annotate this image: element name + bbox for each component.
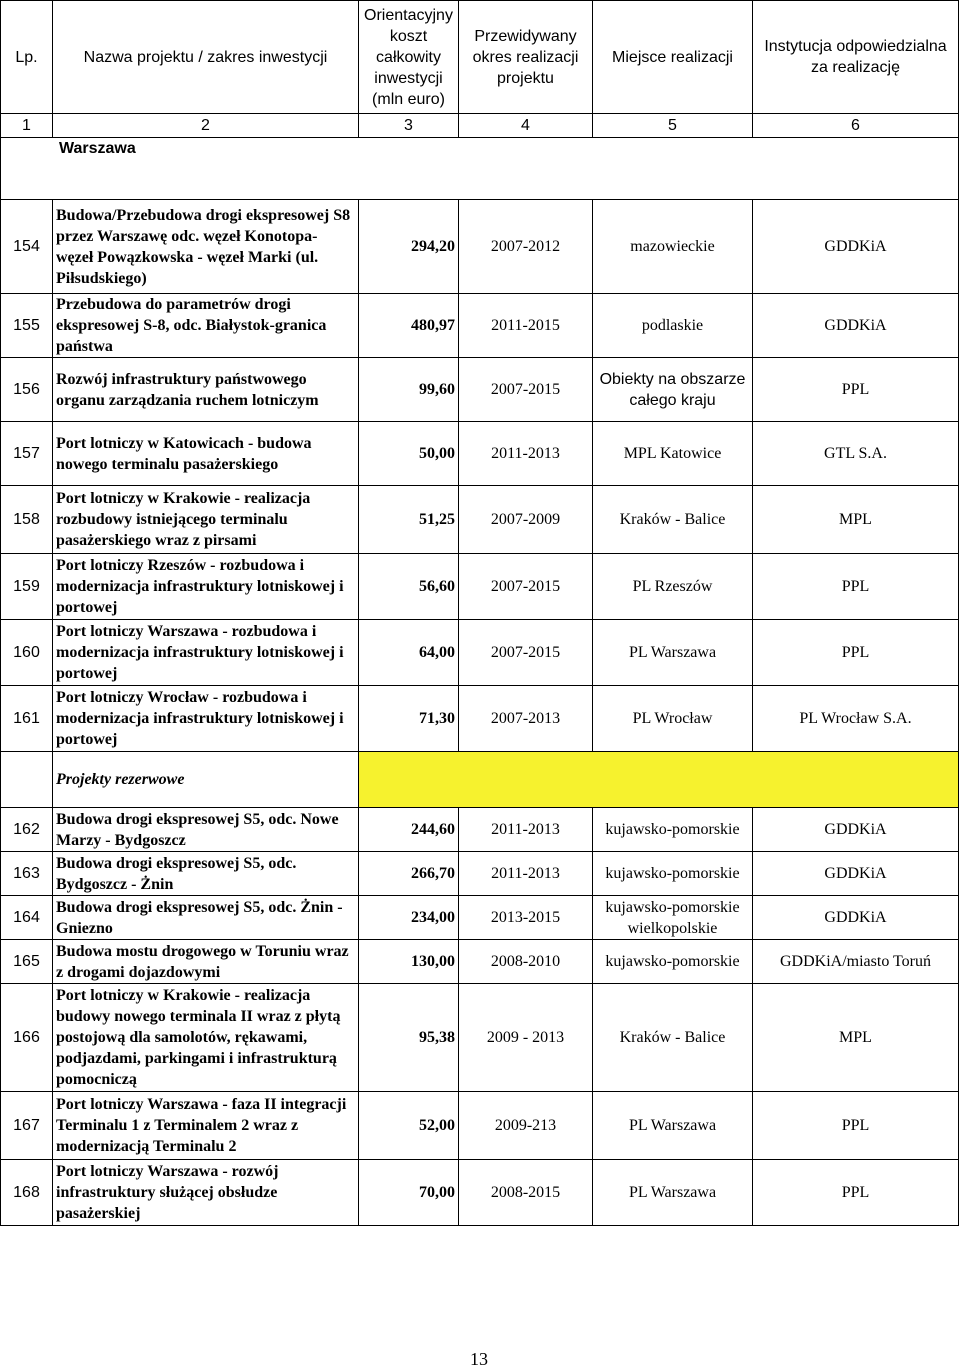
row-name: Port lotniczy w Krakowie - realizacja rozbudowy istniejącego terminalu pasażerskiego wraz z pirsami: [53, 486, 359, 554]
row-name: Budowa mostu drogowego w Toruniu wraz z drogami dojazdowymi: [53, 940, 359, 984]
row-period: 2008-2015: [459, 1160, 593, 1226]
header-name: Nazwa projektu / zakres inwestycji: [53, 1, 359, 114]
row-lp: 156: [1, 358, 53, 422]
row-cost: 64,00: [359, 620, 459, 686]
row-institution: PL Wrocław S.A.: [753, 686, 959, 752]
row-name: Port lotniczy Warszawa - rozwój infrastruktury służącej obsłudze pasażerskiej: [53, 1160, 359, 1226]
row-place: PL Rzeszów: [593, 554, 753, 620]
row-lp: 158: [1, 486, 53, 554]
row-place: Kraków - Balice: [593, 486, 753, 554]
row-lp: 167: [1, 1092, 53, 1160]
row-name: Port lotniczy Warszawa - faza II integracji Terminalu 1 z Terminalem 2 wraz z modernizacją Terminalu 2: [53, 1092, 359, 1160]
row-place: podlaskie: [593, 294, 753, 358]
table-row: [1, 422, 959, 486]
row-institution: PPL: [753, 358, 959, 422]
section-row: [1, 138, 959, 200]
column-number: 4: [459, 114, 593, 138]
row-period: 2007-2015: [459, 620, 593, 686]
row-place: kujawsko-pomorskie: [593, 808, 753, 852]
row-institution: GDDKiA: [753, 200, 959, 294]
row-place: mazowieckie: [593, 200, 753, 294]
row-place: kujawsko-pomorskie: [593, 852, 753, 896]
row-place: Kraków - Balice: [593, 984, 753, 1092]
row-place: kujawsko-pomorskie: [593, 940, 753, 984]
header-lp: Lp.: [1, 1, 53, 114]
column-number: 5: [593, 114, 753, 138]
row-lp: 166: [1, 984, 53, 1092]
row-name: Port lotniczy w Katowicach - budowa nowego terminalu pasażerskiego: [53, 422, 359, 486]
row-cost: 294,20: [359, 200, 459, 294]
row-period: 2009-213: [459, 1092, 593, 1160]
reserve-label: Projekty rezerwowe: [53, 752, 359, 808]
row-cost: 52,00: [359, 1092, 459, 1160]
row-name: Port lotniczy w Krakowie - realizacja budowy nowego terminala II wraz z płytą postojową dla samolotów, rękawami, podjazdami, parkingami i infrastrukturą pomocniczą: [53, 984, 359, 1092]
row-cost: 56,60: [359, 554, 459, 620]
row-cost: 71,30: [359, 686, 459, 752]
row-cost: 266,70: [359, 852, 459, 896]
row-lp: 168: [1, 1160, 53, 1226]
page-number: 13: [470, 1349, 488, 1369]
row-name: Budowa drogi ekspresowej S5, odc. Żnin - Gniezno: [53, 896, 359, 940]
row-institution: GDDKiA: [753, 294, 959, 358]
row-period: 2011-2013: [459, 422, 593, 486]
row-institution: MPL: [753, 486, 959, 554]
row-cost: 70,00: [359, 1160, 459, 1226]
table-row: [1, 294, 959, 358]
table-row: [1, 896, 959, 940]
row-lp: 163: [1, 852, 53, 896]
table-row: [1, 554, 959, 620]
row-name: Port lotniczy Warszawa - rozbudowa i modernizacja infrastruktury lotniskowej i portowej: [53, 620, 359, 686]
row-name: Port lotniczy Wrocław - rozbudowa i modernizacja infrastruktury lotniskowej i portowej: [53, 686, 359, 752]
table-row: [1, 200, 959, 294]
row-cost: 50,00: [359, 422, 459, 486]
header-period: Przewidywany okres realizacji projektu: [459, 1, 593, 114]
header-institution: Instytucja odpowiedzialna za realizację: [753, 1, 959, 114]
row-institution: GDDKiA: [753, 896, 959, 940]
row-name: Budowa drogi ekspresowej S5, odc. Bydgoszcz - Żnin: [53, 852, 359, 896]
row-place: PL Warszawa: [593, 1160, 753, 1226]
column-number: 1: [1, 114, 53, 138]
row-period: 2013-2015: [459, 896, 593, 940]
row-period: 2007-2015: [459, 358, 593, 422]
row-name: Przebudowa do parametrów drogi ekspresowej S-8, odc. Białystok-granica państwa: [53, 294, 359, 358]
row-lp: 161: [1, 686, 53, 752]
row-place: PL Wrocław: [593, 686, 753, 752]
table-row: [1, 852, 959, 896]
row-lp: 155: [1, 294, 53, 358]
row-period: 2007-2013: [459, 686, 593, 752]
row-cost: 130,00: [359, 940, 459, 984]
row-cost: 480,97: [359, 294, 459, 358]
row-institution: PPL: [753, 1160, 959, 1226]
header-row: [1, 1, 959, 114]
column-number-row: [1, 114, 959, 138]
table-row: [1, 620, 959, 686]
row-cost: 51,25: [359, 486, 459, 554]
table-row: [1, 486, 959, 554]
row-lp: 164: [1, 896, 53, 940]
row-lp: 159: [1, 554, 53, 620]
row-name: Rozwój infrastruktury państwowego organu zarządzania ruchem lotniczym: [53, 358, 359, 422]
column-number: 2: [53, 114, 359, 138]
row-place: MPL Katowice: [593, 422, 753, 486]
row-lp: 162: [1, 808, 53, 852]
table-row: [1, 808, 959, 852]
row-period: 2007-2012: [459, 200, 593, 294]
table-row: [1, 984, 959, 1092]
row-cost: 99,60: [359, 358, 459, 422]
row-period: 2007-2015: [459, 554, 593, 620]
row-name: Port lotniczy Rzeszów - rozbudowa i modernizacja infrastruktury lotniskowej i portowej: [53, 554, 359, 620]
row-period: 2009 - 2013: [459, 984, 593, 1092]
row-place: PL Warszawa: [593, 1092, 753, 1160]
row-institution: GDDKiA/miasto Toruń: [753, 940, 959, 984]
row-lp: 160: [1, 620, 53, 686]
row-name: Budowa/Przebudowa drogi ekspresowej S8 przez Warszawę odc. węzeł Konotopa- węzeł Powązkowska - węzeł Marki (ul. Piłsudskiego): [53, 200, 359, 294]
row-period: 2011-2015: [459, 294, 593, 358]
row-period: 2011-2013: [459, 852, 593, 896]
row-period: 2007-2009: [459, 486, 593, 554]
row-cost: 234,00: [359, 896, 459, 940]
row-cost: 95,38: [359, 984, 459, 1092]
table-row: [1, 358, 959, 422]
table-row: [1, 686, 959, 752]
table-row: [1, 1092, 959, 1160]
reserve-lp-empty: [1, 752, 53, 808]
table-row: [1, 1160, 959, 1226]
reserve-highlight: [359, 752, 959, 808]
row-institution: GDDKiA: [753, 852, 959, 896]
row-institution: PPL: [753, 1092, 959, 1160]
table-row: [1, 940, 959, 984]
row-place: kujawsko-pomorskie wielkopolskie: [593, 896, 753, 940]
row-institution: MPL: [753, 984, 959, 1092]
row-institution: PPL: [753, 554, 959, 620]
row-institution: GDDKiA: [753, 808, 959, 852]
row-period: 2011-2013: [459, 808, 593, 852]
row-lp: 165: [1, 940, 53, 984]
row-institution: PPL: [753, 620, 959, 686]
section-title: Warszawa: [1, 138, 959, 200]
row-name: Budowa drogi ekspresowej S5, odc. Nowe Marzy - Bydgoszcz: [53, 808, 359, 852]
reserve-section-row: [1, 752, 959, 808]
row-place: Obiekty na obszarze całego kraju: [593, 358, 753, 422]
row-period: 2008-2010: [459, 940, 593, 984]
row-lp: 154: [1, 200, 53, 294]
row-institution: GTL S.A.: [753, 422, 959, 486]
column-number: 6: [753, 114, 959, 138]
row-lp: 157: [1, 422, 53, 486]
header-place: Miejsce realizacji: [593, 1, 753, 114]
row-cost: 244,60: [359, 808, 459, 852]
header-cost: Orientacyjny koszt całkowity inwestycji (mln euro): [359, 1, 459, 114]
row-place: PL Warszawa: [593, 620, 753, 686]
column-number: 3: [359, 114, 459, 138]
